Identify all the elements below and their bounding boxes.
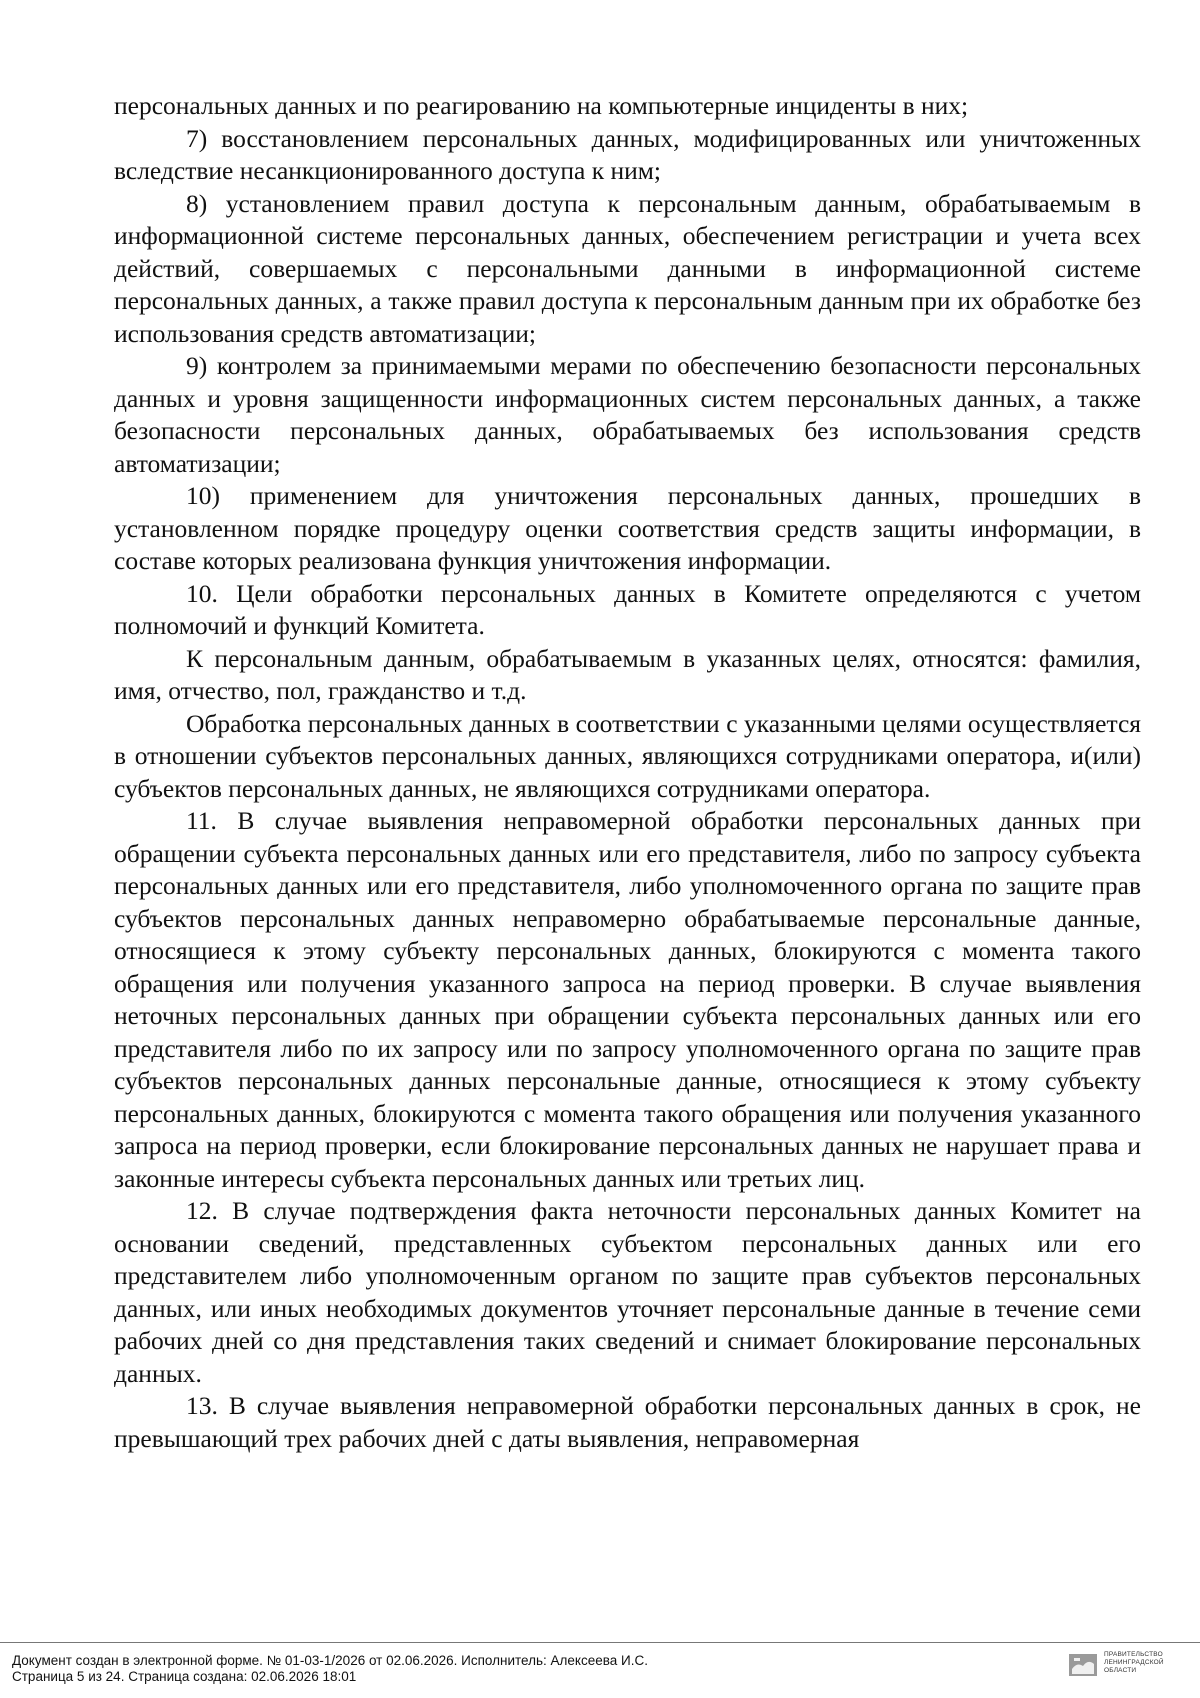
footer-government-logo: [1068, 1651, 1196, 1691]
clause-10-personal-data-list: К персональным данным, обрабатываемым в указанных целях, относятся: фамилия, имя, отчество, пол, гражданство и т.д.: [114, 643, 1141, 705]
footer-org-name: [1104, 1651, 1164, 1675]
clause-10-processing-subjects: Обработка персональных данных в соответствии с указанными целями осуществляется в отношении субъектов персональных данных, являющихся сотрудниками оператора, и(или) субъектов персональных данных, не являющихся сотрудниками оператора.: [114, 708, 1141, 803]
footer-divider: [0, 1642, 1200, 1643]
list-item-8: 8) установлением правил доступа к персональным данным, обрабатываемым в информационной системе персональных данных, обеспечением регистрации и учета всех действий, совершаемых с персональными данными в информационной системе персональных данных, а также правил доступа к персональным данным при их обработке без использования средств автоматизации;: [114, 188, 1141, 348]
clause-10: 10. Цели обработки персональных данных в Комитете определяются с учетом полномочий и функций Комитета.: [114, 578, 1141, 640]
clause-11: 11. В случае выявления неправомерной обработки персональных данных при обращении субъекта персональных данных или его представителя, либо по запросу субъекта персональных данных или его представителя, либо уполномоченного органа по защите прав субъектов персональных данных неправомерно обрабатываемые персональные данные, относящиеся к этому субъекту персональных данных, блокируются с момента такого обращения или получения указанного запроса на период проверки. В случае выявления неточных персональных данных при обращении субъекта персональных данных или его представителя либо по их запросу или по запросу уполномоченного органа по защите прав субъектов персональных данных персональные данные, относящиеся к этому субъекту персональных данных, блокируются с момента такого обращения или получения указанного запроса на период проверки, если блокирование персональных данных не нарушает права и законные интересы субъекта персональных данных или третьих лиц.: [114, 806, 1141, 1193]
clause-12: 12. В случае подтверждения факта неточности персональных данных Комитет на основании сведений, представленных субъектом персональных данных или его представителем либо уполномоченным органом по защите прав субъектов персональных данных, или иных необходимых документов уточняет персональные данные в течение семи рабочих дней со дня представления таких сведений и снимает блокирование персональных данных.: [114, 1196, 1141, 1388]
footer-line-page: Страница 5 из 24. Страница создана: 02.06.2026 18:01: [12, 1669, 357, 1684]
paragraph-continuation: персональных данных и по реагированию на компьютерные инциденты в них;: [114, 91, 969, 120]
list-item-7: 7) восстановлением персональных данных, модифицированных или уничтоженных вследствие несанкционированного доступа к ним;: [114, 123, 1141, 185]
footer-document-info: [12, 1653, 648, 1685]
footer-org-line: ОБЛАСТИ: [1104, 1667, 1137, 1674]
footer-org-line: ПРАВИТЕЛЬСТВО: [1104, 1651, 1163, 1658]
footer-org-line: ЛЕНИНГРАДСКОЙ: [1104, 1659, 1164, 1666]
clause-13: 13. В случае выявления неправомерной обработки персональных данных в срок, не превышающий трех рабочих дней с даты выявления, неправомерная: [114, 1391, 1141, 1453]
footer-line-document: Документ создан в электронной форме. № 01-03-1/2026 от 02.06.2026. Исполнитель: Алексеева И.С.: [12, 1653, 648, 1668]
list-item-10: 10) применением для уничтожения персональных данных, прошедших в установленном порядке процедуру оценки соответствия средств защиты информации, в составе которых реализована функция уничтожения информации.: [114, 481, 1141, 575]
regional-emblem-icon: [1068, 1653, 1098, 1677]
document-body: [114, 90, 1141, 1455]
list-item-9: 9) контролем за принимаемыми мерами по обеспечению безопасности персональных данных и уровня защищенности информационных систем персональных данных, а также безопасности персональных данных, обрабатываемых без использования средств автоматизации;: [114, 351, 1141, 478]
